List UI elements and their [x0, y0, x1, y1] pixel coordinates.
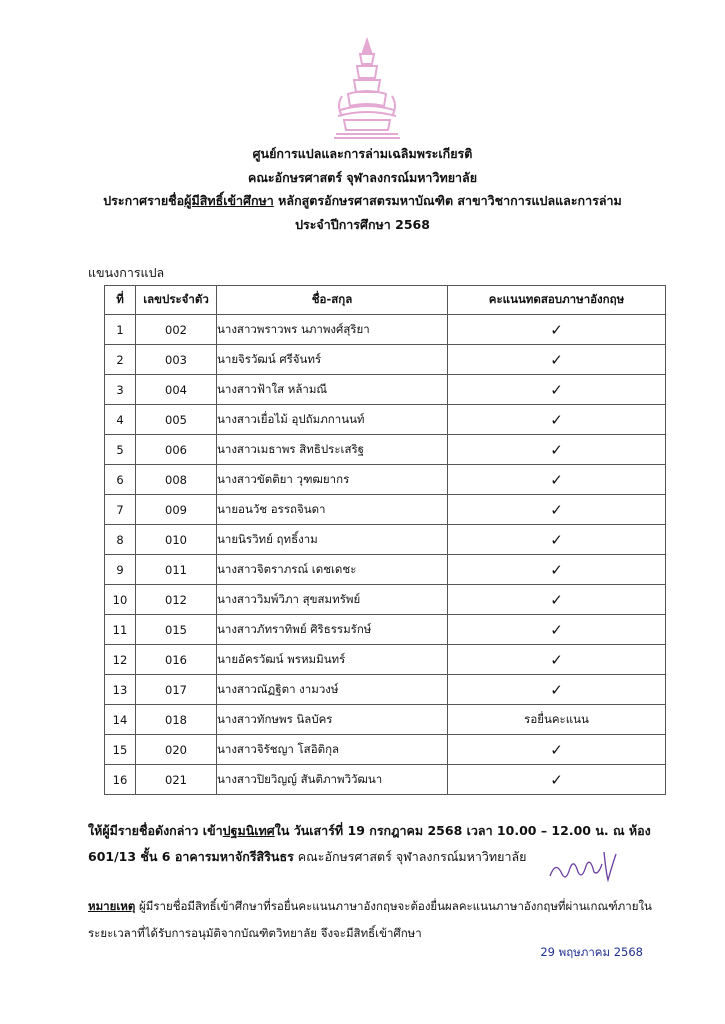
row-english-score: ✓ — [448, 375, 666, 405]
row-student-id: 010 — [136, 525, 217, 555]
row-student-id: 017 — [136, 675, 217, 705]
row-english-score: ✓ — [448, 495, 666, 525]
row-student-id: 020 — [136, 735, 217, 765]
row-student-id: 009 — [136, 495, 217, 525]
row-name: นางสาวฟ้าใส หล้ามณี — [217, 375, 448, 405]
row-name: นางสาวณัฏฐิตา งามวงษ์ — [217, 675, 448, 705]
row-name: นายอัครวัฒน์ พรหมมินทร์ — [217, 645, 448, 675]
row-student-id: 005 — [136, 405, 217, 435]
row-name: นางสาวจิรัชญา โสอิติกุล — [217, 735, 448, 765]
row-english-score: ✓ — [448, 435, 666, 465]
row-name: นายอนวัช อรรถจินดา — [217, 495, 448, 525]
row-name: นางสาวเมธาพร สิทธิประเสริฐ — [217, 435, 448, 465]
row-name: นายนิรวิทย์ ฤทธิ์งาม — [217, 525, 448, 555]
table-row — [105, 585, 666, 615]
row-number: 7 — [105, 495, 136, 525]
row-name: นางสาวปิยวิญญ์ สันติภาพวิวัฒนา — [217, 765, 448, 795]
row-number: 2 — [105, 345, 136, 375]
notice-faculty: คณะอักษรศาสตร์ จุฬาลงกรณ์มหาวิทยาลัย — [293, 849, 527, 864]
row-number: 14 — [105, 705, 136, 735]
row-name: นางสาวภัทราทิพย์ ศิริธรรมรักษ์ — [217, 615, 448, 645]
row-name: นางสาวเยื่อไม้ อุปถัมภกานนท์ — [217, 405, 448, 435]
row-name: นางสาวทักษพร นิลบัคร — [217, 705, 448, 735]
row-student-id: 021 — [136, 765, 217, 795]
row-student-id: 012 — [136, 585, 217, 615]
row-student-id: 002 — [136, 315, 217, 345]
announcement-prefix: ประกาศรายชื่อ — [103, 193, 185, 208]
document-header — [0, 142, 725, 236]
row-english-score: ✓ — [448, 735, 666, 765]
row-english-score: ✓ — [448, 465, 666, 495]
header-score: คะแนนทดสอบภาษาอังกฤษ — [448, 286, 666, 315]
header-id: เลขประจำตัว — [136, 286, 217, 315]
row-student-id: 003 — [136, 345, 217, 375]
notice-schedule: ใน วันเสาร์ที่ 19 กรกฎาคม 2568 เวลา 10.00 – 12.00 น. ณ ห้อง 601/13 ชั้น 6 อาคารมหาจักรีสิรินธร — [88, 823, 651, 864]
row-english-score: ✓ — [448, 765, 666, 795]
table-row — [105, 765, 666, 795]
row-student-id: 011 — [136, 555, 217, 585]
row-name: นางสาวขัตติยา วุฑฒยากร — [217, 465, 448, 495]
row-number: 11 — [105, 615, 136, 645]
row-number: 4 — [105, 405, 136, 435]
table-row — [105, 375, 666, 405]
table-row — [105, 705, 666, 735]
table-row — [105, 465, 666, 495]
notice-orientation: ปฐมนิเทศ — [222, 823, 275, 838]
row-name: นางสาววิมพ์วิภา สุขสมทรัพย์ — [217, 585, 448, 615]
table-row — [105, 315, 666, 345]
header-faculty: คณะอักษรศาสตร์ จุฬาลงกรณ์มหาวิทยาลัย — [247, 169, 478, 185]
table-row — [105, 645, 666, 675]
table-row — [105, 615, 666, 645]
university-emblem-icon — [330, 36, 404, 142]
table-row — [105, 495, 666, 525]
row-number: 8 — [105, 525, 136, 555]
header-name: ชื่อ-สกุล — [217, 286, 448, 315]
table-row — [105, 735, 666, 765]
row-number: 16 — [105, 765, 136, 795]
row-student-id: 004 — [136, 375, 217, 405]
row-number: 12 — [105, 645, 136, 675]
announcement-underlined: ผู้มีสิทธิ์เข้าศึกษา — [184, 193, 274, 208]
row-number: 1 — [105, 315, 136, 345]
row-student-id: 008 — [136, 465, 217, 495]
row-number: 13 — [105, 675, 136, 705]
header-no: ที่ — [105, 286, 136, 315]
remark-text: ผู้มีรายชื่อมีสิทธิ์เข้าศึกษาที่รอยื่นคะแนนภาษาอังกฤษจะต้องยื่นผลคะแนนภาษาอังกฤษที่ผ่านเกณฑ์ภายในระยะเวลาที่ได้รับการอนุมัติจากบัณฑิตวิทยาลัย จึงจะมีสิทธิ์เข้าศึกษา — [88, 899, 652, 940]
row-student-id: 016 — [136, 645, 217, 675]
table-header-row — [105, 286, 666, 315]
header-announcement — [0, 189, 725, 213]
row-number: 10 — [105, 585, 136, 615]
row-english-score: ✓ — [448, 555, 666, 585]
announcement-date: 29 พฤษภาคม 2568 — [540, 945, 643, 959]
table-row — [105, 555, 666, 585]
table-row — [105, 525, 666, 555]
row-english-score: ✓ — [448, 405, 666, 435]
row-number: 5 — [105, 435, 136, 465]
row-name: นายจิรวัฒน์ ศรีจันทร์ — [217, 345, 448, 375]
announcement-program: หลักสูตรอักษรศาสตรมหาบัณฑิต สาขาวิชาการแปลและการล่าม — [273, 193, 622, 208]
table-row — [105, 405, 666, 435]
remark-label: หมายเหตุ — [88, 899, 136, 913]
row-name: นางสาวจิตราภรณ์ เดชเดชะ — [217, 555, 448, 585]
row-number: 15 — [105, 735, 136, 765]
table-row — [105, 435, 666, 465]
header-center-name: ศูนย์การแปลและการล่ามเฉลิมพระเกียรติ — [252, 146, 473, 161]
header-academic-year: ประจำปีการศึกษา 2568 — [295, 216, 430, 232]
row-student-id: 006 — [136, 435, 217, 465]
row-english-score: รอยื่นคะแนน — [448, 705, 666, 735]
notice-part-1: ให้ผู้มีรายชื่อดังกล่าว เข้า — [88, 823, 223, 838]
row-student-id: 018 — [136, 705, 217, 735]
row-number: 9 — [105, 555, 136, 585]
row-english-score: ✓ — [448, 585, 666, 615]
row-english-score: ✓ — [448, 675, 666, 705]
admission-table — [104, 285, 666, 795]
row-english-score: ✓ — [448, 345, 666, 375]
row-name: นางสาวพราวพร นภาพงศ์สุริยา — [217, 315, 448, 345]
row-number: 3 — [105, 375, 136, 405]
row-english-score: ✓ — [448, 525, 666, 555]
table-row — [105, 675, 666, 705]
section-title: แขนงการแปล — [88, 265, 165, 280]
table-row — [105, 345, 666, 375]
remark-note — [88, 893, 658, 947]
row-student-id: 015 — [136, 615, 217, 645]
row-number: 6 — [105, 465, 136, 495]
signature-icon — [546, 846, 624, 888]
row-english-score: ✓ — [448, 615, 666, 645]
row-english-score: ✓ — [448, 315, 666, 345]
row-english-score: ✓ — [448, 645, 666, 675]
